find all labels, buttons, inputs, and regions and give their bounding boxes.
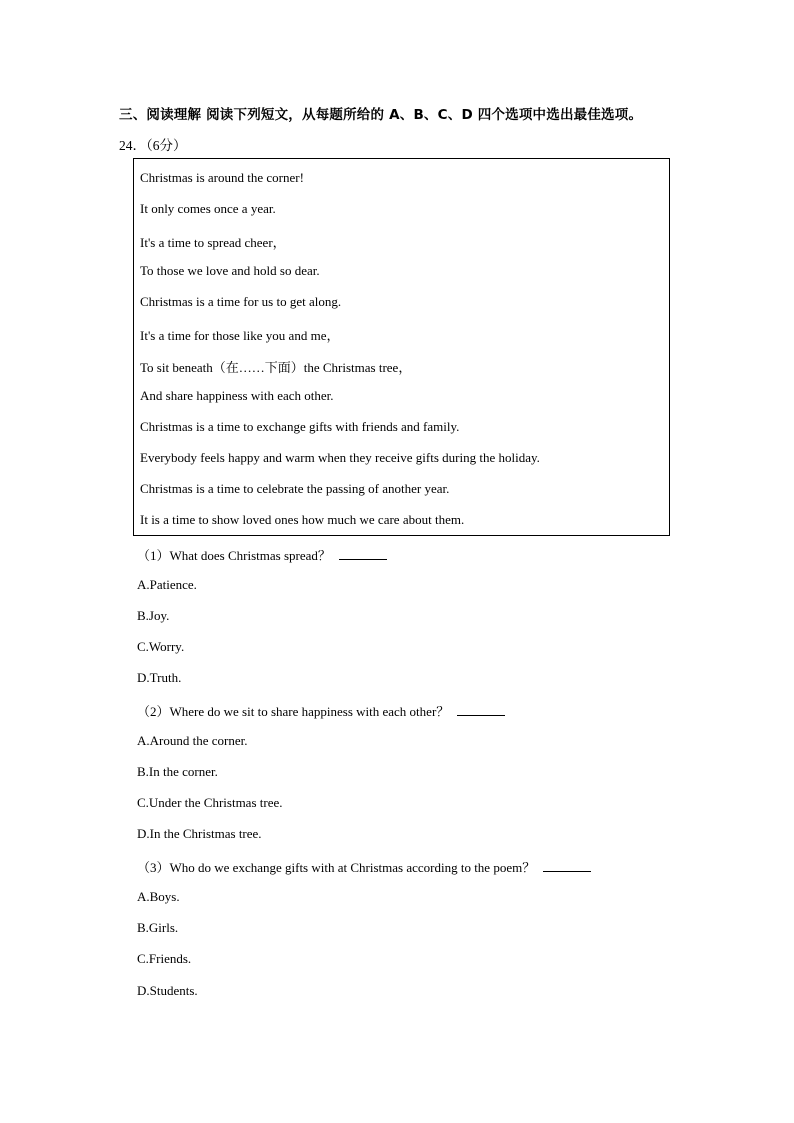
- passage-line: Everybody feels happy and warm when they receive gifts during the holiday.: [140, 450, 540, 465]
- option-1d: D.Truth.: [137, 670, 182, 685]
- passage-line: It's a time to spread cheer，: [140, 235, 286, 250]
- passage-line: To sit beneath（在……下面）the Christmas tree，: [140, 360, 412, 375]
- question-number: 24．（6分）: [119, 138, 187, 153]
- option-1c: C.Worry.: [137, 639, 185, 654]
- option-2d: D.In the Christmas tree.: [137, 826, 262, 841]
- passage-line: To those we love and hold so dear.: [140, 263, 320, 278]
- option-1a: A.Patience.: [137, 577, 197, 592]
- passage-line: Christmas is a time to exchange gifts with friends and family.: [140, 419, 460, 434]
- passage-line: It only comes once a year.: [140, 201, 276, 216]
- option-1b: B.Joy.: [137, 608, 170, 623]
- subquestion-3-text: （3）Who do we exchange gifts with at Christmas according to the poem？: [137, 860, 536, 875]
- subquestion-3-stem: [137, 857, 591, 876]
- section-heading: 三、阅读理解 阅读下列短文，从每题所给的 A、B、C、D 四个选项中选出最佳选项。: [119, 107, 643, 123]
- option-3a: A.Boys.: [137, 889, 180, 904]
- passage-box: [133, 158, 670, 536]
- option-3d: D.Students.: [137, 983, 198, 998]
- option-2a: A.Around the corner.: [137, 733, 248, 748]
- answer-blank-2[interactable]: [457, 714, 505, 716]
- option-3b: B.Girls.: [137, 920, 179, 935]
- subquestion-1-text: （1）What does Christmas spread？: [137, 548, 331, 563]
- passage-line: Christmas is a time to celebrate the passing of another year.: [140, 481, 450, 496]
- passage-line: It is a time to show loved ones how much we care about them.: [140, 512, 465, 527]
- answer-blank-1[interactable]: [339, 558, 387, 560]
- passage-line: And share happiness with each other.: [140, 388, 334, 403]
- option-2b: B.In the corner.: [137, 764, 218, 779]
- passage-line: Christmas is around the corner!: [140, 170, 304, 185]
- option-3c: C.Friends.: [137, 951, 192, 966]
- subquestion-1-stem: [137, 545, 387, 564]
- option-2c: C.Under the Christmas tree.: [137, 795, 283, 810]
- passage-line: It's a time for those like you and me，: [140, 328, 340, 343]
- passage-line: Christmas is a time for us to get along.: [140, 294, 342, 309]
- subquestion-2-stem: [137, 701, 505, 720]
- subquestion-2-text: （2）Where do we sit to share happiness with each other？: [137, 704, 450, 719]
- answer-blank-3[interactable]: [543, 870, 591, 872]
